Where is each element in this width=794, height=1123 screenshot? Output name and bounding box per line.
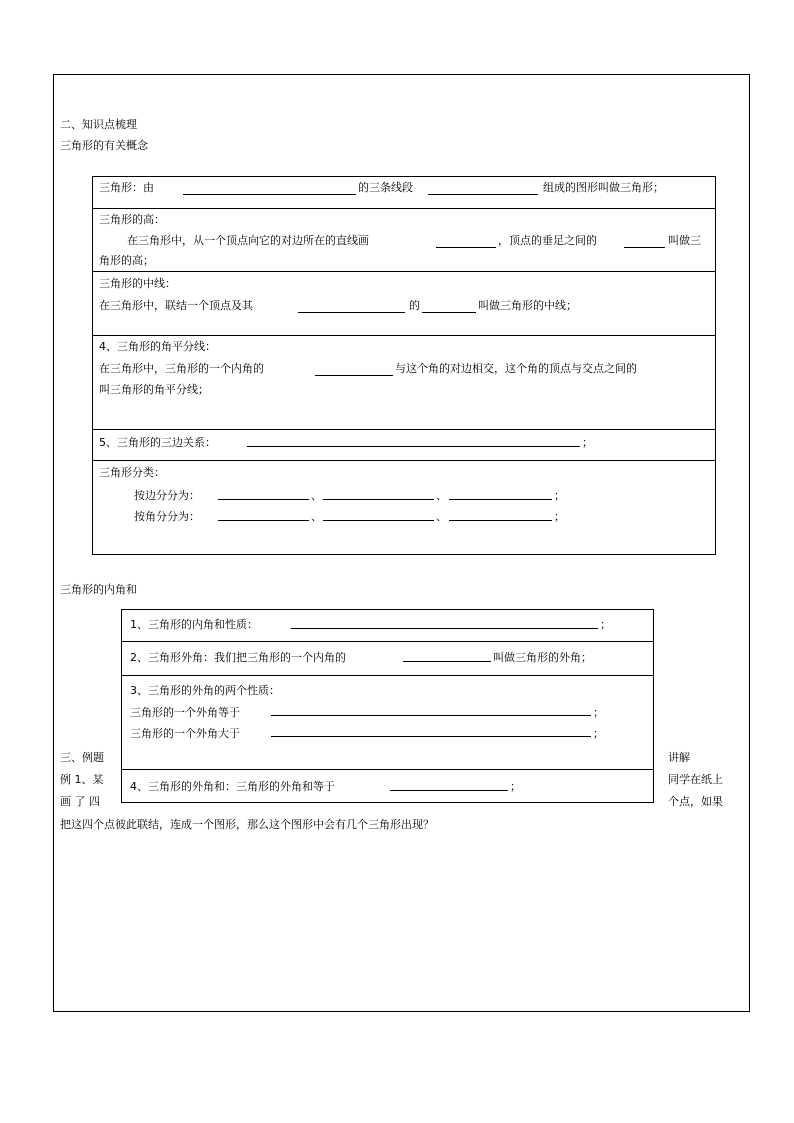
bisector-title: 4、三角形的角平分线： [99,340,216,353]
fill-blank[interactable] [298,312,405,313]
bisector-text-line2: 叫三角形的角平分线； [99,383,209,396]
table-divider [121,641,654,642]
altitude-text-c: 叫做三 [668,234,701,247]
altitude-title: 三角形的高： [99,213,165,226]
table-divider [92,335,716,336]
table-divider [121,675,654,676]
median-title: 三角形的中线： [99,277,176,290]
section-heading: 二、知识点梳理 [60,118,137,131]
fill-blank[interactable] [291,628,598,629]
section-heading: 三、例题 [60,751,104,764]
table-divider [121,769,654,770]
fill-blank[interactable] [271,736,591,737]
side-relation-end: ； [582,436,593,449]
example-text-right: 讲解 [668,751,690,764]
exterior-sum-label: 4、三角形的外角和：三角形的外角和等于 [130,780,335,793]
fill-blank[interactable] [449,499,552,500]
side-relation-label: 5、三角形的三边关系： [99,436,216,449]
triangle-definition-prefix: 三角形：由 [99,181,154,194]
row-end: ； [554,510,565,523]
altitude-text-a: 在三角形中，从一个顶点向它的对边所在的直线画 [127,234,369,247]
example-text-right: 个点，如果 [668,795,723,808]
fill-blank[interactable] [422,312,476,313]
fill-blank[interactable] [624,247,665,248]
example-text-right: 同学在纸上 [668,773,723,786]
bisector-text-a: 在三角形中，三角形的一个内角的 [99,362,264,375]
separator: 、 [311,510,322,523]
altitude-text-b: ，顶点的垂足之间的 [498,234,597,247]
fill-blank[interactable] [323,499,434,500]
fill-blank[interactable] [428,194,538,195]
table-divider [92,271,716,272]
subsection-heading: 三角形的内角和 [60,583,137,596]
fill-blank[interactable] [436,247,496,248]
exterior-properties-title: 3、三角形的外角的两个性质： [130,684,280,697]
fill-blank[interactable] [247,446,580,447]
table-divider [92,208,716,209]
exterior-angle-label-a: 2、三角形外角：我们把三角形的一个内角的 [130,651,346,664]
interior-sum-label: 1、三角形的内角和性质： [130,618,258,631]
median-text-a: 在三角形中，联结一个顶点及其 [99,299,253,312]
example-text-left: 例 1、某 [60,773,104,786]
example-question: 把这四个点彼此联结，连成一个图形，那么这个图形中会有几个三角形出现？ [60,818,434,831]
separator: 、 [311,489,322,502]
exterior-property-1: 三角形的一个外角等于 [130,706,240,719]
fill-blank[interactable] [403,661,491,662]
fill-blank[interactable] [449,520,552,521]
fill-blank[interactable] [218,520,309,521]
classification-title: 三角形分类： [99,466,165,479]
altitude-text-line2: 角形的高； [99,254,154,267]
exterior-property-2: 三角形的一个外角大于 [130,727,240,740]
fill-blank[interactable] [323,520,434,521]
row-end: ； [600,618,611,631]
exterior-angle-label-b: 叫做三角形的外角； [493,651,592,664]
row-end: ； [593,727,604,740]
row-end: ； [510,780,521,793]
median-text-c: 叫做三角形的中线； [478,299,577,312]
triangle-definition-mid: 的三条线段 [358,181,413,194]
triangle-definition-suffix: 组成的图形叫做三角形； [543,181,664,194]
row-end: ； [593,706,604,719]
separator: 、 [436,489,447,502]
median-text-b: 的 [409,299,420,312]
table-divider [92,429,716,430]
separator: 、 [436,510,447,523]
fill-blank[interactable] [218,499,309,500]
classify-by-side-label: 按边分分为： [134,489,200,502]
bisector-text-b: 与这个角的对边相交，这个角的顶点与交点之间的 [395,362,637,375]
subsection-heading: 三角形的有关概念 [60,139,148,152]
example-text-left: 画 了 四 [60,795,100,808]
row-end: ； [554,489,565,502]
table-divider [92,460,716,461]
classify-by-angle-label: 按角分分为： [134,510,200,523]
fill-blank[interactable] [183,194,356,195]
fill-blank[interactable] [390,790,508,791]
fill-blank[interactable] [315,375,393,376]
fill-blank[interactable] [271,715,591,716]
